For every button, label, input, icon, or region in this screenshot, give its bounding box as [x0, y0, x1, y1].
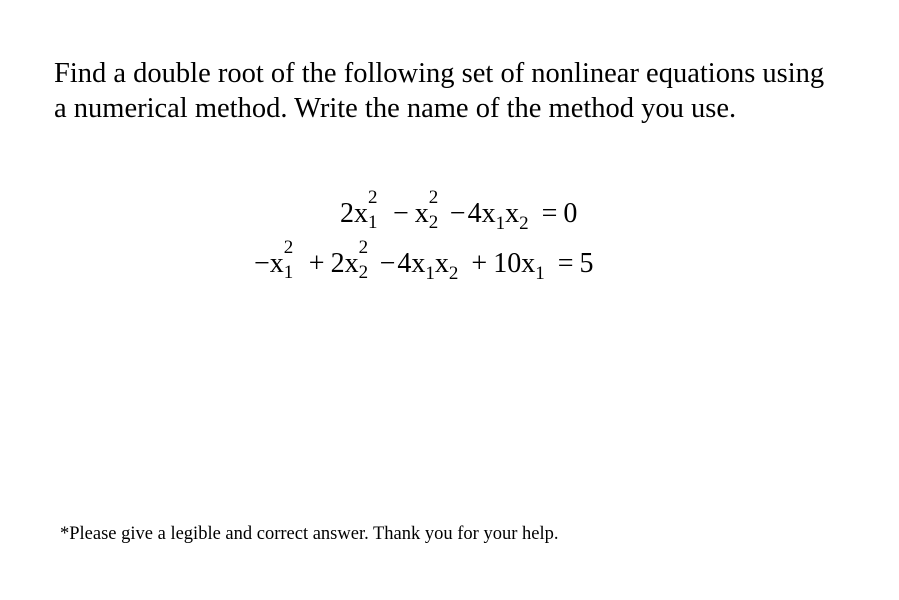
eq2-lead-sign: − — [254, 248, 270, 279]
eq2-term4-coef: 10 — [493, 248, 522, 279]
eq1-term1-script — [368, 187, 380, 234]
eq1-rhs: 0 — [563, 198, 578, 229]
eq2-term3-coef: 4 — [397, 248, 412, 279]
footnote: *Please give a legible and correct answer. Thank you for your help. — [60, 524, 559, 544]
eq2-term2-coef: 2 — [330, 248, 345, 279]
eq1-op1: − — [393, 198, 409, 229]
equation-2 — [254, 237, 594, 284]
equation-1 — [340, 187, 578, 234]
eq1-term3-coef: 4 — [467, 198, 482, 229]
eq2-term3-var2: x — [434, 248, 449, 279]
eq1-term1-sup: 2 — [368, 187, 378, 208]
eq1-term1-coef: 2 — [340, 198, 354, 229]
eq1-term2-sub: 2 — [428, 212, 439, 233]
eq2-term1-script — [283, 237, 296, 284]
question-line-2: a numerical method. Write the name of the method you use. — [54, 93, 737, 124]
eq2-term1-var: x — [269, 248, 284, 279]
eq1-equals: = — [541, 198, 558, 229]
eq1-term1-var: x — [354, 198, 368, 229]
eq2-term4-var: x — [521, 248, 536, 279]
eq1-term2-var: x — [414, 198, 429, 229]
eq2-term3-var1: x — [411, 248, 426, 279]
eq2-term1-sub: 1 — [283, 262, 294, 283]
eq2-term1-sup: 2 — [283, 237, 294, 258]
eq1-term2-sup: 2 — [428, 187, 439, 208]
eq2-term2-sub: 2 — [358, 262, 369, 283]
eq1-term3-var2: x — [505, 198, 520, 229]
eq2-equals: = — [557, 248, 574, 279]
question-text — [54, 56, 884, 126]
equation-system — [0, 187, 899, 304]
eq1-term3-var1: x — [481, 198, 496, 229]
eq2-term3-sub2: 2 — [448, 263, 459, 284]
eq2-term3-sub1: 1 — [425, 263, 435, 284]
eq1-term2-script — [428, 187, 441, 234]
eq2-op1: + — [308, 248, 325, 279]
eq2-term4-sub: 1 — [535, 263, 545, 284]
eq1-term3-sub2: 2 — [519, 213, 529, 234]
eq2-term2-sup: 2 — [358, 237, 369, 258]
eq2-op2: − — [379, 248, 396, 279]
eq1-term1-sub: 1 — [368, 212, 378, 233]
eq1-term3-sub1: 1 — [495, 213, 506, 234]
eq2-rhs: 5 — [579, 248, 594, 279]
eq2-term2-script — [358, 237, 371, 284]
question-line-1: Find a double root of the following set of nonlinear equations using — [54, 58, 825, 89]
eq1-op2: − — [449, 198, 466, 229]
eq2-op3: + — [471, 248, 488, 279]
eq2-term2-var: x — [344, 248, 359, 279]
